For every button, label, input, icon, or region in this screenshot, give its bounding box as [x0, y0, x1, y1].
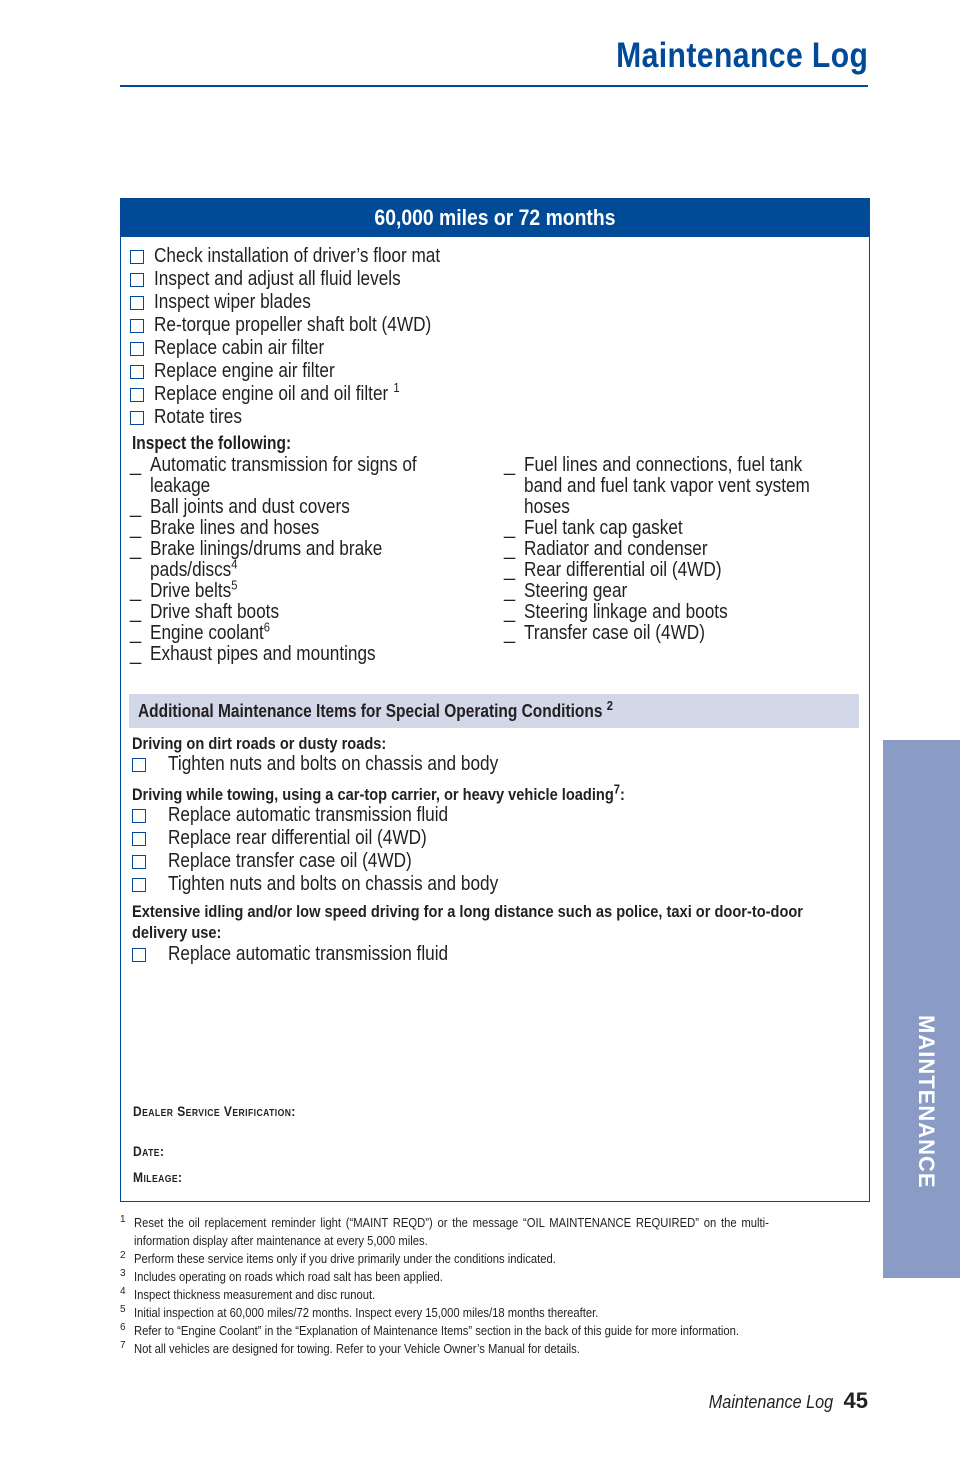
- checkbox-icon[interactable]: [132, 878, 146, 892]
- footnote-ref: 7: [613, 781, 620, 797]
- inspect-item-text: [524, 623, 816, 644]
- dealer-verification-label: Dealer Service Verification:: [133, 1103, 296, 1119]
- checklist-item-label: Re-torque propeller shaft bolt (4WD): [154, 314, 432, 336]
- condition-item-label: Replace automatic transmission fluid: [168, 943, 449, 965]
- footnote-ref: 6: [263, 619, 271, 635]
- bullet-dash: _: [504, 517, 516, 539]
- inspect-item-text: [150, 602, 442, 623]
- inspect-item: [130, 497, 490, 518]
- checklist-item: [130, 380, 850, 406]
- checkbox-icon[interactable]: [132, 948, 146, 962]
- condition-heading: [132, 733, 922, 754]
- bullet-dash: _: [130, 601, 142, 623]
- inspect-item-label: Ball joints and dust covers: [150, 496, 350, 518]
- date-label: Date:: [133, 1143, 165, 1159]
- inspect-item-text: [150, 518, 442, 539]
- inspect-item-label: Brake lines and hoses: [150, 517, 320, 539]
- checklist-item: [130, 245, 850, 268]
- condition-item: [132, 804, 552, 827]
- condition-heading: [132, 781, 922, 805]
- footnote-number: 6: [120, 1322, 126, 1333]
- footnote-ref: 5: [231, 577, 238, 593]
- inspect-item-text: [524, 560, 816, 581]
- footnote: [120, 1214, 868, 1250]
- inspect-item: [504, 581, 864, 602]
- condition-heading-wrap: [132, 901, 811, 943]
- checkbox-icon[interactable]: [132, 855, 146, 869]
- inspect-item-text: [150, 644, 442, 665]
- condition-heading-wrap: [132, 781, 811, 805]
- checklist-item-label: Replace engine air filter: [154, 360, 335, 382]
- service-checklist: [130, 245, 850, 429]
- footnote-number: 4: [120, 1286, 126, 1297]
- footnote-text: Includes operating on roads which road salt has been applied.: [134, 1269, 443, 1284]
- inspect-item-text: [524, 539, 816, 560]
- footnote-number: 3: [120, 1268, 126, 1279]
- inspect-item: [504, 539, 864, 560]
- condition-heading-text: Driving while towing, using a car-top carrier, or heavy vehicle loading: [132, 785, 614, 804]
- interval-title: 60,000 miles or 72 months: [374, 205, 616, 230]
- condition-checklist: [132, 943, 494, 966]
- footer-section-label: Maintenance Log: [709, 1392, 834, 1412]
- inspect-item: [130, 518, 490, 539]
- checklist-item-label: Inspect and adjust all fluid levels: [154, 268, 401, 290]
- checkbox-icon[interactable]: [130, 319, 144, 333]
- condition-heading-text: Extensive idling and/or low speed driving for a long distance such as police, taxi or door-to-door delivery use:: [132, 902, 804, 942]
- inspect-item-label: Transfer case oil (4WD): [524, 622, 705, 644]
- footnote-text: Reset the oil replacement reminder light (“MAINT REQD”) or the message “OIL MAINTENANCE REQUIRED” on the multi-information display after maintenance at every 5,000 miles.: [134, 1215, 769, 1248]
- maintenance-interval-box: [120, 198, 870, 1202]
- condition-item: [132, 943, 494, 966]
- checkbox-icon[interactable]: [132, 758, 146, 772]
- checklist-item: [130, 291, 850, 314]
- footnote-ref: 4: [231, 556, 238, 572]
- checkbox-icon[interactable]: [130, 273, 144, 287]
- condition-item: [132, 873, 552, 896]
- inspect-item: [130, 619, 490, 644]
- bullet-dash: _: [130, 622, 142, 644]
- checklist-item-text-wrap: [154, 380, 400, 406]
- inspect-item-label: Exhaust pipes and mountings: [150, 643, 376, 665]
- footnote-ref: 1: [393, 380, 400, 396]
- bullet-dash: _: [130, 517, 142, 539]
- inspect-item: [504, 602, 864, 623]
- inspect-item-label: Fuel lines and connections, fuel tank band and fuel tank vapor vent system hoses: [524, 454, 810, 518]
- inspect-item-text: [524, 581, 816, 602]
- condition-heading-text: Driving on dirt roads or dusty roads:: [132, 734, 387, 753]
- condition-item-label: Tighten nuts and bolts on chassis and body: [168, 753, 499, 775]
- inspect-item-label: Radiator and condenser: [524, 538, 708, 560]
- inspect-item-text: [150, 619, 442, 644]
- condition-item-label: Tighten nuts and bolts on chassis and body: [168, 873, 499, 895]
- inspect-item-label: Steering linkage and boots: [524, 601, 728, 623]
- inspect-item-text: [524, 518, 816, 539]
- checklist-item-label: Check installation of driver’s floor mat: [154, 245, 441, 267]
- footnote-text: Inspect thickness measurement and disc runout.: [134, 1287, 376, 1302]
- condition-checklist: [132, 804, 552, 896]
- condition-item-label: Replace automatic transmission fluid: [168, 804, 449, 826]
- side-tab-label: MAINTENANCE: [914, 1015, 939, 1189]
- footnote-text: Not all vehicles are designed for towing. Refer to your Vehicle Owner’s Manual for details.: [134, 1341, 580, 1356]
- inspect-item-text: [524, 455, 816, 518]
- condition-item-label: Replace transfer case oil (4WD): [168, 850, 412, 872]
- inspect-item: [504, 518, 864, 539]
- special-conditions-title: Additional Maintenance Items for Special Operating Conditions $^2$: [138, 698, 613, 721]
- footnote-text: Refer to “Engine Coolant” in the “Explanation of Maintenance Items” section in the back of this guide for more information.: [134, 1323, 740, 1338]
- footnote: [120, 1340, 868, 1358]
- bullet-dash: _: [504, 622, 516, 644]
- inspect-item-label: Drive shaft boots: [150, 601, 280, 623]
- checklist-item-label: Replace engine oil and oil filter: [154, 383, 389, 405]
- condition-checklist: [132, 753, 552, 776]
- checklist-item: [130, 406, 850, 429]
- footnote: [120, 1286, 868, 1304]
- mileage-label: Mileage:: [133, 1169, 183, 1185]
- footnote: [120, 1250, 868, 1268]
- inspect-item: [130, 455, 490, 497]
- inspect-item: [130, 539, 490, 581]
- inspect-item: [130, 602, 490, 623]
- inspect-item-text: [150, 497, 442, 518]
- checkbox-icon[interactable]: [130, 250, 144, 264]
- checkbox-icon[interactable]: [130, 388, 144, 402]
- bullet-dash: _: [130, 643, 142, 665]
- footnote: [120, 1304, 868, 1322]
- footnote-number: 5: [120, 1304, 126, 1315]
- inspect-item-label: Fuel tank cap gasket: [524, 517, 683, 539]
- checklist-item-text-wrap: [154, 268, 406, 291]
- checkbox-icon[interactable]: [132, 809, 146, 823]
- inspect-item: [130, 644, 490, 665]
- checklist-item: [130, 268, 850, 291]
- footnote: [120, 1268, 868, 1286]
- condition-heading: [132, 901, 922, 943]
- page-title: Maintenance Log: [615, 36, 868, 75]
- checklist-item: [130, 314, 850, 337]
- footnote-text: Perform these service items only if you drive primarily under the conditions indicated.: [134, 1251, 556, 1266]
- inspect-item-label: Automatic transmission for signs of leakage: [150, 454, 417, 497]
- inspect-item-text: [150, 455, 442, 497]
- checklist-item-label: Inspect wiper blades: [154, 291, 311, 313]
- condition-heading-suffix: :: [619, 785, 625, 804]
- footnote: [120, 1322, 868, 1340]
- bullet-dash: _: [130, 538, 142, 560]
- condition-item: [132, 850, 552, 873]
- inspect-item-label: Rear differential oil (4WD): [524, 559, 722, 581]
- checklist-item-text-wrap: [154, 337, 329, 360]
- inspect-item-label: Engine coolant: [150, 622, 264, 644]
- bullet-dash: _: [504, 601, 516, 623]
- inspect-item: [130, 577, 490, 602]
- interval-title-bar: [121, 199, 869, 237]
- checkbox-icon[interactable]: [130, 411, 144, 425]
- bullet-dash: _: [504, 580, 516, 602]
- checkbox-icon[interactable]: [130, 296, 144, 310]
- checklist-item-label: Replace cabin air filter: [154, 337, 325, 359]
- special-conditions-bar: [129, 694, 859, 728]
- inspect-item-text: [150, 577, 442, 602]
- checklist-item-label: Rotate tires: [154, 406, 242, 428]
- checklist-item: [130, 360, 850, 383]
- checkbox-icon[interactable]: [130, 342, 144, 356]
- checklist-item-text-wrap: [154, 314, 436, 337]
- footnote-number: 2: [120, 1250, 126, 1261]
- inspect-heading: Inspect the following:: [132, 433, 292, 453]
- section-side-tab: [883, 740, 960, 1278]
- condition-item: [132, 753, 552, 776]
- checkbox-icon[interactable]: [132, 832, 146, 846]
- condition-item-label: Replace rear differential oil (4WD): [168, 827, 427, 849]
- footnote-number: 1: [120, 1214, 126, 1225]
- bullet-dash: _: [504, 538, 516, 560]
- checklist-item-text-wrap: [154, 291, 316, 314]
- bullet-dash: _: [504, 454, 516, 476]
- bullet-dash: _: [130, 454, 142, 476]
- inspect-item-label: Brake linings/drums and brake pads/discs: [150, 538, 383, 581]
- footnote-text: Initial inspection at 60,000 miles/72 months. Inspect every 15,000 miles/18 months thereafter.: [134, 1305, 599, 1320]
- page-number: 45: [843, 1388, 868, 1413]
- footnotes: [120, 1214, 868, 1358]
- header-rule: [120, 85, 868, 87]
- bullet-dash: _: [130, 580, 142, 602]
- inspect-item: [504, 560, 864, 581]
- checkbox-icon[interactable]: [130, 365, 144, 379]
- bullet-dash: _: [504, 559, 516, 581]
- checklist-item-text-wrap: [154, 406, 247, 429]
- inspect-item-text: [524, 602, 816, 623]
- inspect-item-label: Drive belts: [150, 580, 232, 602]
- checklist-item: [130, 337, 850, 360]
- inspect-item: [504, 455, 864, 518]
- inspect-list-right: [504, 455, 864, 644]
- inspect-item-text: [150, 539, 442, 581]
- condition-heading-wrap: [132, 733, 811, 754]
- inspect-list-left: [130, 455, 490, 665]
- footnote-number: 7: [120, 1340, 126, 1351]
- page-footer: [695, 1388, 868, 1414]
- inspect-item: [504, 623, 864, 644]
- checklist-item-text-wrap: [154, 245, 445, 268]
- bullet-dash: _: [130, 496, 142, 518]
- checklist-item-text-wrap: [154, 360, 340, 383]
- inspect-item-label: Steering gear: [524, 580, 628, 602]
- condition-item: [132, 827, 552, 850]
